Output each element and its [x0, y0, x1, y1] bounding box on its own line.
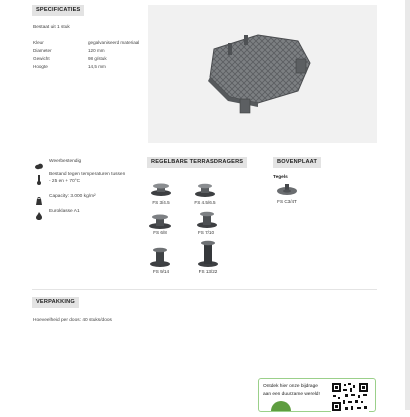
pedestal-fs-13-22-image: [197, 238, 219, 273]
specs-heading: SPECIFICATIES: [32, 5, 84, 16]
spec-value-height: 14,5 mm: [88, 64, 106, 69]
pedestal-label: FS 13/22: [198, 269, 218, 274]
thermometer-icon: [35, 172, 43, 180]
cloud-icon: [35, 157, 43, 165]
spec-label-diameter: Diameter: [33, 48, 52, 53]
sustainability-promo[interactable]: [258, 378, 376, 412]
pedestal-label: FS 9/14: [152, 269, 170, 274]
spec-value-color: gegalvaniseerd materiaal: [88, 40, 140, 45]
fire-icon: [35, 207, 43, 215]
promo-line-1: Ontdek hier onze bijdrage: [263, 384, 318, 389]
pedestal-label: FS 7/10: [197, 230, 215, 235]
feature-temperature: Bestand tegen temperaturen tussen: [49, 172, 126, 177]
packaging-heading: VERPAKKING: [32, 297, 79, 308]
pad-image: [148, 5, 377, 143]
feature-temperature-range: - 25 en + 70°C: [49, 179, 81, 184]
qr-code[interactable]: [331, 382, 369, 417]
topplate-sublabel: Tegels: [273, 175, 288, 180]
feature-euroclass: Euroklasse A1: [49, 209, 80, 214]
spec-label-height: Hoogte: [33, 64, 48, 69]
pedestal-label: FS 4.5/6.5: [194, 200, 216, 205]
specs-intro: Bestaat uit 1 stuk: [33, 25, 70, 30]
feature-capacity: Capacity: 3.000 kg/m²: [49, 194, 96, 199]
spec-label-weight: Gewicht: [33, 56, 50, 61]
topplate-heading: BOVENPLAAT: [273, 157, 321, 168]
feature-weather: Weerbestendig: [49, 159, 82, 164]
promo-line-2: aan een duurzame wereld!: [263, 392, 320, 397]
pedestal-label: FS 3/4.5: [152, 200, 170, 205]
spec-value-diameter: 120 mm: [88, 48, 105, 53]
pedestals-heading: REGELBARE TERRASDRAGERS: [147, 157, 247, 168]
spec-value-weight: 98 g/stuk: [88, 56, 107, 61]
page-edge: [405, 0, 410, 410]
divider: [32, 289, 377, 290]
spec-label-color: Kleur: [33, 40, 44, 45]
packaging-text: Hoeveelheid per doos: 40 stuks/doos: [33, 318, 112, 323]
pedestal-label: FS 6/8: [153, 230, 167, 235]
topplate-label: FS C3/4T: [277, 199, 297, 204]
weight-icon: [35, 192, 43, 200]
product-photo: [148, 5, 377, 143]
